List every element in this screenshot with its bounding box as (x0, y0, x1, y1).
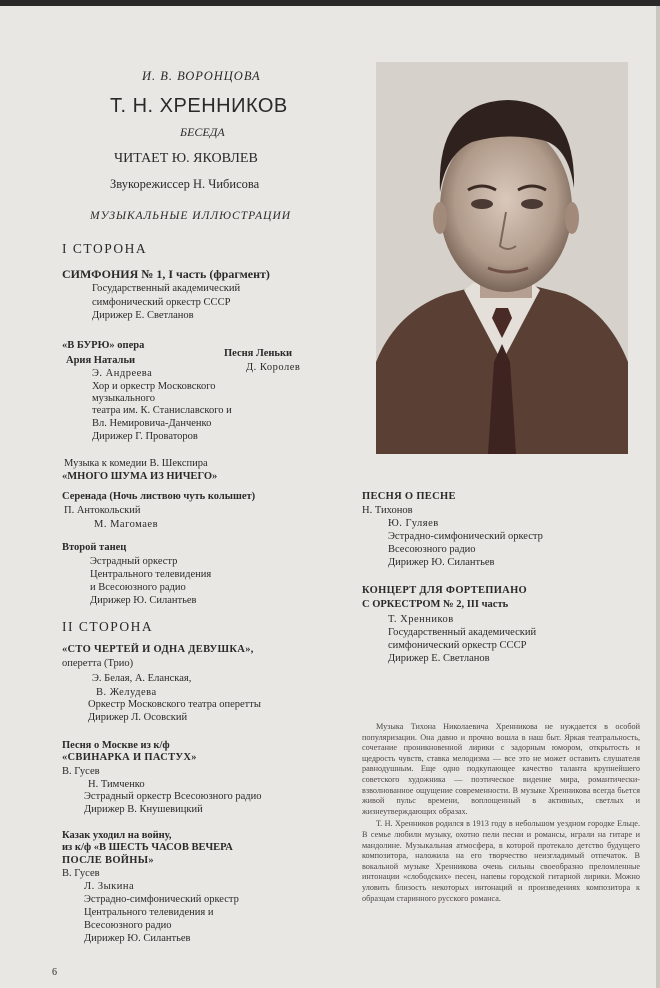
subtitle: БЕСЕДА (180, 125, 225, 139)
music-illustrations-heading: МУЗЫКАЛЬНЫЕ ИЛЛЮСТРАЦИИ (90, 210, 292, 222)
concerto-line: Дирижер Е. Светланов (388, 653, 490, 664)
cossack-line: Всесоюзного радио (84, 920, 172, 931)
comedy-title: «МНОГО ШУМА ИЗ НИЧЕГО» (62, 471, 218, 482)
singer-left: Э. Андреева (92, 368, 153, 379)
cossack-line: Эстрадно-симфонический оркестр (84, 894, 239, 905)
song-about-song-line: Всесоюзного радио (388, 544, 476, 555)
concerto-title2: С ОРКЕСТРОМ № 2, III часть (362, 599, 509, 610)
biography-text (362, 722, 640, 906)
reader-credit: ЧИТАЕТ Ю. ЯКОВЛЕВ (114, 151, 258, 166)
song-about-song-line: Ю. Гуляев (388, 518, 439, 529)
biography-paragraph: Музыка Тихона Николаевича Хренникова не нуждается в особой популяризации. Она давно и прочно вошла в наш быт. Яркая театральность, сочетание проникновенной лирики с задорным юмором, открытость и щедрость чувств, ставка мелодизма — все это не может оставить слушателя равнодушным. Еще одно подкупающее качество таланта крупнейшего советского художника — поэтическое видение мира, романтически-взволнованное ощущение современности. В музыке Хренникова всегда бьется живой пульс времени, воплощенный в активных, светлых и жизнеутверждающих образах. (362, 722, 640, 816)
author-name: И. В. ВОРОНЦОВА (142, 69, 261, 83)
song-about-song-line: Эстрадно-симфонический оркестр (388, 531, 543, 542)
biography-paragraph: Т. Н. Хренников родился в 1913 году в небольшом уездном городке Ельце. В семье любили музыку, охотно пели песни и романсы, играли на гитаре и мандолине. Музыкальная атмосфера, в которой протекало детство будущего композитора, наложила на его творчество неизгладимый отпечаток. В вокальной музыке Хренникова очень сильны своеобразно преломленные интонации «слободских» песен, напевы городской гитарной лирики. Можно уловить близость некоторых интонаций и произведениях композитора к образцам старинного русского романса. (362, 819, 640, 903)
dance-line: Эстрадный оркестр (90, 556, 178, 567)
moscow-song-line: Дирижер В. Кнушевицкий (84, 804, 203, 815)
singer-right: Д. Королев (246, 362, 301, 373)
operetta-line: Дирижер Л. Осовский (88, 712, 188, 723)
page-title: Т. Н. ХРЕННИКОВ (110, 95, 288, 117)
opera-title: «В БУРЮ» опера (62, 340, 145, 351)
cossack-line: В. Гусев (62, 868, 100, 879)
cossack-title: Казак уходил на войну, (62, 830, 172, 841)
comedy-intro: Музыка к комедии В. Шекспира (64, 458, 208, 469)
song-about-song-line: Дирижер Ю. Силантьев (388, 557, 495, 568)
aria-right: Песня Леньки (224, 348, 293, 359)
side1-heading: I СТОРОНА (62, 241, 148, 256)
song-about-song-line: Н. Тихонов (362, 505, 413, 516)
concerto-line: Государственный академический (388, 627, 537, 638)
concerto-line: симфонический оркестр СССР (388, 640, 527, 651)
moscow-song-line: В. Гусев (62, 766, 100, 777)
operetta-subtitle: оперетта (Трио) (62, 658, 134, 669)
dance-line: Центрального телевидения (90, 569, 212, 580)
operetta-line: Оркестр Московского театра оперетты (88, 699, 261, 710)
moscow-song-title: «СВИНАРКА И ПАСТУХ» (62, 752, 197, 763)
serenade-title: Серенада (Ночь листвою чуть колышет) (62, 491, 256, 502)
moscow-song-line: Н. Тимченко (88, 779, 145, 790)
page-edge (656, 6, 660, 988)
serenade-line: М. Магомаев (94, 519, 159, 530)
dance-line: Дирижер Ю. Силантьев (90, 595, 197, 606)
concerto-line: Т. Хренников (388, 614, 454, 625)
symphony-line: Государственный академический (92, 283, 241, 294)
symphony-line: симфонический оркестр СССР (92, 297, 231, 308)
cossack-film-title2: ПОСЛЕ ВОЙНЫ» (62, 855, 154, 866)
aria-left: Ария Натальи (66, 355, 136, 366)
serenade-line: П. Антокольский (64, 505, 141, 516)
operetta-title: «СТО ЧЕРТЕЙ И ОДНА ДЕВУШКА», (62, 644, 254, 655)
page-number: 6 (52, 967, 57, 978)
opera-line: Хор и оркестр Московского (92, 381, 216, 392)
moscow-song-intro: Песня о Москве из к/ф (62, 740, 170, 751)
opera-line: музыкального (92, 393, 155, 404)
opera-line: театра им. К. Станиславского и (92, 405, 232, 416)
operetta-line: В. Желудева (96, 687, 157, 698)
symphony-title: СИМФОНИЯ № 1, I часть (фрагмент) (62, 267, 270, 281)
side2-heading: II СТОРОНА (62, 619, 154, 634)
cossack-line: Дирижер Ю. Силантьев (84, 933, 191, 944)
portrait-photo (376, 62, 628, 454)
symphony-line: Дирижер Е. Светланов (92, 310, 194, 321)
cossack-line: Центрального телевидения и (84, 907, 214, 918)
opera-line: Вл. Немировича-Данченко (92, 418, 212, 429)
operetta-line: Э. Белая, А. Еланская, (92, 673, 192, 684)
cossack-film: из к/ф «В ШЕСТЬ ЧАСОВ ВЕЧЕРА (62, 842, 233, 853)
sound-engineer-credit: Звукорежиссер Н. Чибисова (110, 177, 260, 191)
cossack-line: Л. Зыкина (84, 881, 135, 892)
song-about-song-title: ПЕСНЯ О ПЕСНЕ (362, 491, 456, 502)
opera-line: Дирижер Г. Проваторов (92, 431, 198, 442)
dance-line: и Всесоюзного радио (90, 582, 186, 593)
concerto-title: КОНЦЕРТ ДЛЯ ФОРТЕПИАНО (362, 585, 527, 596)
dance-title: Второй танец (62, 542, 127, 553)
moscow-song-line: Эстрадный оркестр Всесоюзного радио (84, 791, 262, 802)
